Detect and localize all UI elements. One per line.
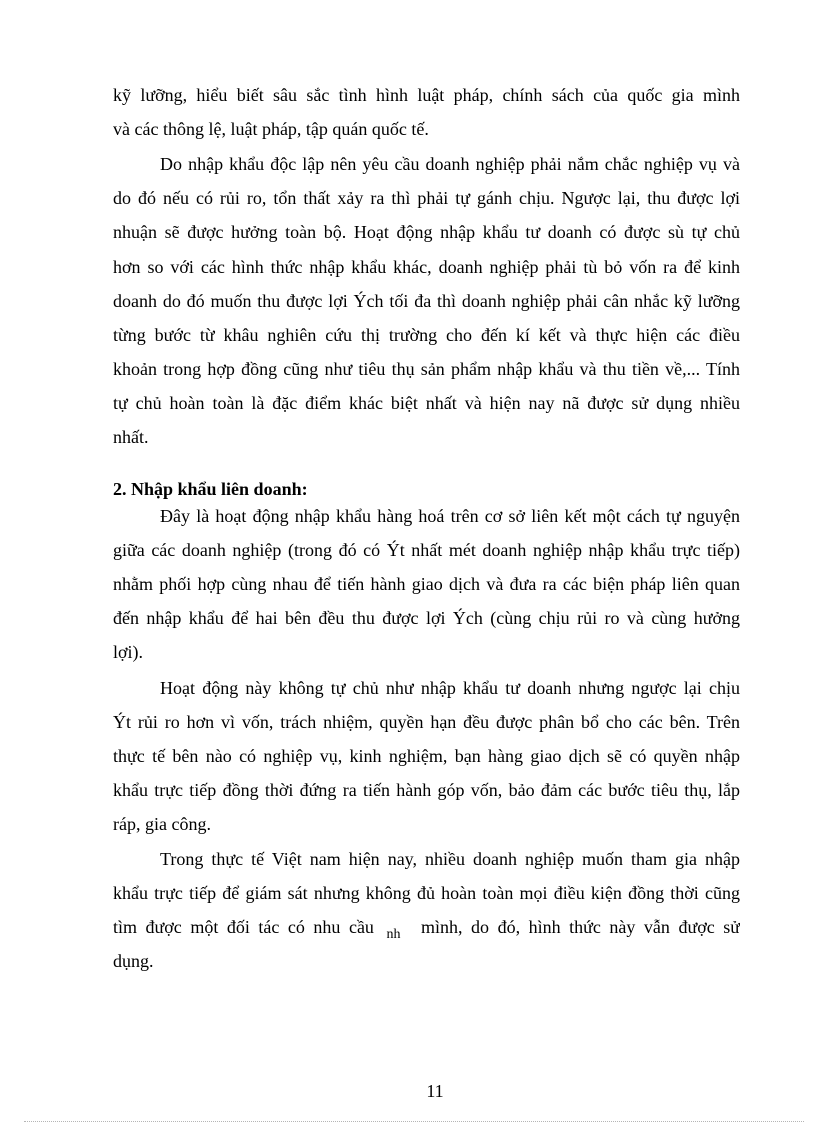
- paragraph-2-line-7: khoản trong hợp đồng cũng như tiêu thụ sản phẩm nhập khẩu và thu tiền về,... Tính: [113, 359, 740, 379]
- paragraph-2-line-6: từng bước từ khâu nghiên cứu thị trường cho đến kí kết và thực hiện các điều: [113, 325, 740, 345]
- paragraph-3-line-2: giữa các doanh nghiệp (trong đó có Ýt nhất mét doanh nghiệp nhập khẩu trực tiếp): [113, 540, 740, 560]
- paragraph-2-line-9: nhất.: [113, 427, 149, 447]
- paragraph-5-line-3-end: mình, do đó, hình thức này vẫn được sử: [421, 917, 740, 937]
- paragraph-2-line-2: do đó nếu có rủi ro, tổn thất xảy ra thì phải tự gánh chịu. Ngược lại, thu được lợi: [113, 188, 740, 208]
- paragraph-5-line-1: Trong thực tế Việt nam hiện nay, nhiều doanh nghiệp muốn tham gia nhập: [160, 849, 740, 869]
- paragraph-1-line-1: kỹ lưỡng, hiểu biết sâu sắc tình hình luật pháp, chính sách của quốc gia mình: [113, 85, 740, 105]
- paragraph-3-line-3: nhằm phối hợp cùng nhau để tiến hành giao dịch và đưa ra các biện pháp liên quan: [113, 574, 740, 594]
- subscript-fragment: nh: [386, 927, 401, 938]
- paragraph-4-line-2: Ýt rủi ro hơn vì vốn, trách nhiệm, quyền hạn đều được phân bổ cho các bên. Trên: [113, 712, 740, 732]
- paragraph-2-line-4: hơn so với các hình thức nhập khẩu khác, doanh nghiệp phải tù bỏ vốn ra để kinh: [113, 257, 740, 277]
- paragraph-2-line-3: nhuận sẽ được hưởng toàn bộ. Hoạt động nhập khẩu tư doanh có được sù tự chủ: [113, 222, 740, 242]
- paragraph-3-line-1: Đây là hoạt động nhập khẩu hàng hoá trên cơ sở liên kết một cách tự nguyện: [160, 506, 740, 526]
- paragraph-2-line-5: doanh do đó muốn thu được lợi Ých tối đa thì doanh nghiệp phải cân nhắc kỹ lưỡng: [113, 291, 740, 311]
- paragraph-5-line-4: dụng.: [113, 951, 154, 971]
- paragraph-3-line-5: lợi).: [113, 642, 144, 662]
- paragraph-4-line-3: thực tế bên nào có nghiệp vụ, kinh nghiệm, bạn hàng giao dịch sẽ có quyền nhập: [113, 746, 740, 766]
- paragraph-3-line-4: đến nhập khẩu để hai bên đều thu được lợi Ých (cùng chịu rủi ro và cùng hưởng: [113, 608, 740, 628]
- paragraph-2-line-8: tự chủ hoàn toàn là đặc điểm khác biệt nhất và hiện nay nã được sử dụng nhiều: [113, 393, 740, 413]
- footer-divider: [24, 1121, 804, 1122]
- paragraph-1-line-2: và các thông lệ, luật pháp, tập quán quốc tế.: [113, 119, 429, 139]
- section-heading: 2. Nhập khẩu liên doanh:: [113, 479, 308, 499]
- paragraph-5-line-3-start: tìm được một đối tác có nhu cầu: [113, 917, 374, 937]
- paragraph-5-line-3: [113, 916, 740, 938]
- paragraph-4-line-1: Hoạt động này không tự chủ như nhập khẩu tư doanh nhưng ngược lại chịu: [160, 678, 740, 698]
- paragraph-4-line-4: khẩu trực tiếp đồng thời đứng ra tiến hành góp vốn, bảo đảm các bước tiêu thụ, lắp: [113, 780, 740, 800]
- paragraph-2-line-1: Do nhập khẩu độc lập nên yêu cầu doanh nghiệp phải nắm chắc nghiệp vụ và: [160, 154, 740, 174]
- paragraph-5-line-2: khẩu trực tiếp để giám sát nhưng không đủ hoàn toàn mọi điều kiện đồng thời cũng: [113, 883, 740, 903]
- page-number: 11: [426, 1081, 444, 1101]
- paragraph-4-line-5: ráp, gia công.: [113, 814, 211, 834]
